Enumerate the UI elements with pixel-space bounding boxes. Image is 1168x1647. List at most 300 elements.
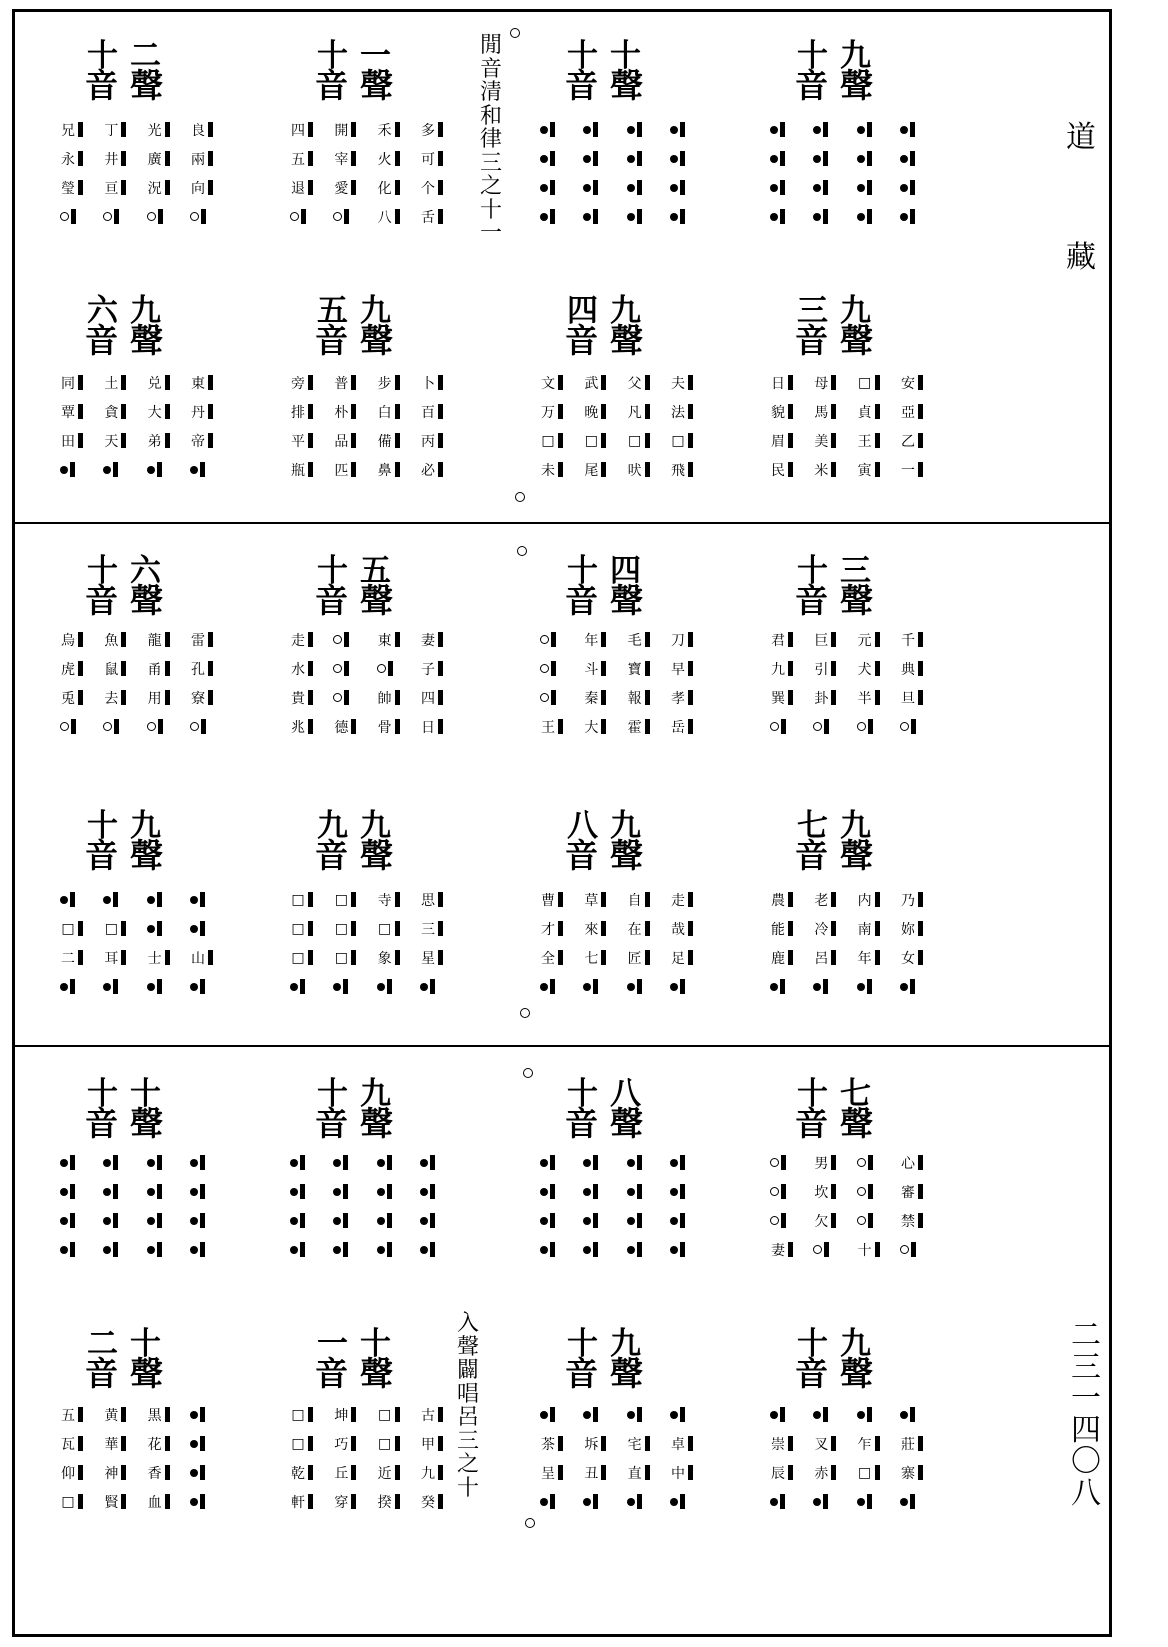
bar-mark bbox=[680, 1407, 685, 1422]
grid-cell bbox=[900, 151, 940, 166]
dot-mark bbox=[377, 1217, 385, 1225]
glyph: 賢 bbox=[104, 1494, 119, 1511]
bar-mark bbox=[430, 1242, 435, 1257]
glyph: 黄 bbox=[104, 1407, 119, 1424]
vertical-char: 入 bbox=[456, 1311, 479, 1336]
bar-mark bbox=[601, 1436, 606, 1451]
grid-cell bbox=[670, 979, 710, 994]
grid-cell bbox=[290, 178, 330, 198]
grid-cell bbox=[290, 1463, 330, 1483]
vertical-char: 闢 bbox=[456, 1358, 479, 1383]
glyph: 寶 bbox=[627, 661, 642, 678]
circle-marker bbox=[517, 546, 527, 556]
grid-cell bbox=[813, 1434, 853, 1454]
glyph: 妻 bbox=[771, 1242, 785, 1259]
bar-mark bbox=[165, 404, 170, 419]
glyph: 犬 bbox=[857, 661, 872, 678]
grid-cell bbox=[813, 1463, 853, 1483]
panel-heading-numeral: 十五 bbox=[317, 553, 403, 589]
bar-mark bbox=[680, 1213, 685, 1228]
bar-mark bbox=[200, 1465, 205, 1480]
grid-cell bbox=[540, 122, 580, 137]
bar-mark bbox=[121, 1465, 126, 1480]
bar-mark bbox=[680, 180, 685, 195]
glyph: 軒 bbox=[291, 1494, 305, 1511]
dot-mark bbox=[583, 126, 591, 134]
circle-marker bbox=[510, 28, 520, 38]
grid-cell bbox=[670, 688, 710, 708]
grid-cell bbox=[813, 402, 853, 422]
bar-mark bbox=[788, 375, 793, 390]
panel-grid bbox=[290, 368, 460, 484]
bar-mark bbox=[308, 1494, 313, 1509]
grid-cell bbox=[627, 979, 667, 994]
bar-mark bbox=[165, 1407, 170, 1422]
bar-mark bbox=[918, 950, 923, 965]
bar-mark bbox=[680, 1242, 685, 1257]
glyph: 毛 bbox=[627, 632, 642, 649]
glyph: 巨 bbox=[814, 632, 829, 649]
grid-cell bbox=[857, 402, 897, 422]
grid-cell bbox=[377, 948, 417, 968]
grid-cell bbox=[813, 630, 853, 650]
grid-cell bbox=[900, 460, 940, 480]
bar-mark bbox=[601, 375, 606, 390]
bar-mark bbox=[601, 950, 606, 965]
grid-row bbox=[770, 1429, 940, 1458]
dot-mark bbox=[583, 155, 591, 163]
grid-cell bbox=[377, 979, 417, 994]
glyph: □ bbox=[671, 432, 685, 449]
glyph: 步 bbox=[377, 375, 392, 392]
glyph: 愛 bbox=[334, 180, 349, 197]
panel-heading-label: 音聲 bbox=[85, 836, 175, 875]
glyph: 開 bbox=[334, 122, 349, 139]
bar-mark bbox=[113, 979, 118, 994]
grid-row bbox=[290, 1177, 460, 1206]
dot-mark bbox=[583, 1159, 591, 1167]
bar-mark bbox=[121, 180, 126, 195]
grid-row bbox=[540, 654, 710, 683]
glyph: 虎 bbox=[61, 661, 75, 678]
glyph: 亞 bbox=[900, 404, 915, 421]
glyph: 崇 bbox=[771, 1436, 785, 1453]
bar-mark bbox=[645, 433, 650, 448]
grid-cell bbox=[900, 1434, 940, 1454]
glyph: 多 bbox=[420, 122, 435, 139]
grid-cell bbox=[670, 919, 710, 939]
bar-mark bbox=[868, 1213, 873, 1228]
open-circle-mark bbox=[900, 722, 909, 731]
bar-mark bbox=[200, 921, 205, 936]
dot-mark bbox=[60, 896, 68, 904]
grid-cell bbox=[900, 948, 940, 968]
bar-mark bbox=[438, 1407, 443, 1422]
grid-cell bbox=[103, 1434, 143, 1454]
grid-cell bbox=[420, 919, 460, 939]
vertical-char: 三 bbox=[479, 150, 502, 176]
grid-cell bbox=[333, 892, 373, 908]
grid-cell bbox=[813, 688, 853, 708]
grid-cell bbox=[290, 1155, 330, 1170]
bar-mark bbox=[438, 209, 443, 224]
dot-mark bbox=[290, 1159, 298, 1167]
grid-row bbox=[540, 397, 710, 426]
panel-grid bbox=[60, 368, 230, 484]
grid-cell bbox=[900, 919, 940, 939]
grid-row bbox=[770, 1235, 940, 1264]
dot-mark bbox=[583, 1217, 591, 1225]
bar-mark bbox=[918, 433, 923, 448]
glyph: 雷 bbox=[190, 632, 205, 649]
glyph: 丹 bbox=[190, 404, 205, 421]
bar-mark bbox=[875, 632, 880, 647]
bar-mark bbox=[823, 979, 828, 994]
grid-cell bbox=[377, 373, 417, 393]
grid-row bbox=[540, 455, 710, 484]
grid-cell bbox=[333, 120, 373, 140]
grid-cell bbox=[540, 1242, 580, 1257]
glyph: 卦 bbox=[814, 690, 829, 707]
grid-cell bbox=[147, 1213, 187, 1228]
glyph: □ bbox=[628, 432, 642, 449]
bar-mark bbox=[308, 892, 313, 907]
grid-cell bbox=[290, 1242, 330, 1257]
glyph: 元 bbox=[857, 632, 872, 649]
grid-cell bbox=[190, 149, 230, 169]
grid-cell bbox=[290, 688, 330, 708]
bar-mark bbox=[558, 433, 563, 448]
bar-mark bbox=[438, 1494, 443, 1509]
glyph: 匠 bbox=[627, 950, 642, 967]
grid-cell bbox=[583, 373, 623, 393]
bar-mark bbox=[645, 719, 650, 734]
grid-cell bbox=[290, 431, 330, 451]
bar-mark bbox=[831, 1155, 836, 1170]
open-circle-mark bbox=[770, 1216, 779, 1225]
side-label-top-2: 藏 bbox=[1066, 240, 1096, 275]
bar-mark bbox=[780, 1494, 785, 1509]
grid-cell bbox=[540, 632, 580, 647]
panel-grid bbox=[290, 885, 460, 1001]
bar-mark bbox=[438, 433, 443, 448]
dot-mark bbox=[900, 184, 908, 192]
bar-mark bbox=[601, 921, 606, 936]
grid-cell bbox=[627, 209, 667, 224]
grid-cell bbox=[770, 460, 810, 480]
bar-mark bbox=[831, 404, 836, 419]
glyph: 舌 bbox=[420, 209, 435, 226]
bar-mark bbox=[351, 719, 356, 734]
grid-row bbox=[770, 914, 940, 943]
bar-mark bbox=[918, 1465, 923, 1480]
grid-cell bbox=[900, 180, 940, 195]
dot-mark bbox=[333, 1159, 341, 1167]
bar-mark bbox=[78, 151, 83, 166]
grid-cell bbox=[290, 209, 330, 224]
grid-cell bbox=[540, 1494, 580, 1509]
grid-cell bbox=[147, 178, 187, 198]
page-number-vertical bbox=[1068, 1320, 1104, 1509]
bar-mark bbox=[395, 1436, 400, 1451]
bar-mark bbox=[113, 1213, 118, 1228]
bar-mark bbox=[351, 375, 356, 390]
glyph: 旦 bbox=[900, 690, 915, 707]
bar-mark bbox=[645, 892, 650, 907]
grid-row bbox=[540, 426, 710, 455]
bar-mark bbox=[351, 1436, 356, 1451]
bar-mark bbox=[121, 690, 126, 705]
glyph: 孔 bbox=[190, 661, 205, 678]
dot-mark bbox=[670, 126, 678, 134]
grid-cell bbox=[333, 1242, 373, 1257]
grid-cell bbox=[627, 630, 667, 650]
glyph: 光 bbox=[147, 122, 162, 139]
bar-mark bbox=[601, 892, 606, 907]
open-circle-mark bbox=[103, 722, 112, 731]
grid-cell bbox=[770, 919, 810, 939]
bar-mark bbox=[637, 1213, 642, 1228]
bar-mark bbox=[78, 661, 83, 676]
grid-cell bbox=[770, 1434, 810, 1454]
open-circle-mark bbox=[103, 212, 112, 221]
glyph: 九 bbox=[771, 661, 785, 678]
vertical-char: 之 bbox=[479, 174, 502, 199]
dot-mark bbox=[147, 1217, 155, 1225]
glyph: □ bbox=[858, 1464, 872, 1481]
bar-mark bbox=[301, 209, 306, 224]
grid-cell bbox=[377, 1184, 417, 1199]
grid-cell bbox=[670, 460, 710, 480]
grid-cell bbox=[147, 149, 187, 169]
bar-mark bbox=[78, 1436, 83, 1451]
grid-cell bbox=[583, 1184, 623, 1199]
grid-cell bbox=[290, 402, 330, 422]
grid-cell bbox=[670, 433, 710, 449]
grid-cell bbox=[857, 919, 897, 939]
glyph: 斗 bbox=[584, 661, 599, 678]
grid-cell bbox=[583, 630, 623, 650]
panel-heading-numeral: 十九 bbox=[317, 1076, 403, 1112]
grid-row bbox=[60, 654, 230, 683]
dot-mark bbox=[190, 1159, 198, 1167]
grid-cell bbox=[813, 1494, 853, 1509]
bar-mark bbox=[438, 1465, 443, 1480]
circle-marker bbox=[523, 1068, 533, 1078]
grid-cell bbox=[420, 1184, 460, 1199]
grid-cell bbox=[60, 1213, 100, 1228]
grid-cell bbox=[103, 688, 143, 708]
open-circle-mark bbox=[190, 212, 199, 221]
dot-mark bbox=[540, 1498, 548, 1506]
grid-row bbox=[770, 202, 940, 231]
grid-cell bbox=[670, 1494, 710, 1509]
bar-mark bbox=[601, 1465, 606, 1480]
grid-cell bbox=[60, 921, 100, 937]
grid-cell bbox=[290, 892, 330, 908]
grid-cell bbox=[583, 402, 623, 422]
bar-mark bbox=[344, 661, 349, 676]
glyph: 君 bbox=[771, 632, 785, 649]
bar-mark bbox=[344, 632, 349, 647]
grid-cell bbox=[540, 209, 580, 224]
bar-mark bbox=[688, 1465, 693, 1480]
glyph: 巧 bbox=[334, 1436, 349, 1453]
dot-mark bbox=[583, 1498, 591, 1506]
grid-cell bbox=[540, 1213, 580, 1228]
grid-cell bbox=[190, 1465, 230, 1480]
dot-mark bbox=[60, 1188, 68, 1196]
bar-mark bbox=[395, 1465, 400, 1480]
grid-cell bbox=[290, 149, 330, 169]
glyph: 男 bbox=[814, 1155, 829, 1172]
dot-mark bbox=[190, 1469, 198, 1477]
glyph: 坎 bbox=[814, 1184, 829, 1201]
bar-mark bbox=[688, 433, 693, 448]
grid-row bbox=[60, 712, 230, 741]
open-circle-mark bbox=[290, 212, 299, 221]
glyph: 大 bbox=[147, 404, 162, 421]
glyph: 王 bbox=[857, 433, 872, 450]
bar-mark bbox=[387, 979, 392, 994]
grid-cell bbox=[770, 719, 810, 734]
grid-cell bbox=[377, 921, 417, 937]
grid-cell bbox=[627, 1463, 667, 1483]
panel-grid bbox=[540, 625, 710, 741]
bar-mark bbox=[200, 1184, 205, 1199]
glyph: 七 bbox=[584, 950, 599, 967]
grid-cell bbox=[190, 209, 230, 224]
bar-mark bbox=[200, 1494, 205, 1509]
grid-cell bbox=[627, 1213, 667, 1228]
grid-cell bbox=[670, 209, 710, 224]
grid-cell bbox=[583, 1213, 623, 1228]
bar-mark bbox=[601, 719, 606, 734]
grid-cell bbox=[670, 1242, 710, 1257]
grid-cell bbox=[813, 122, 853, 137]
glyph: 士 bbox=[147, 950, 162, 967]
dot-mark bbox=[813, 155, 821, 163]
bar-mark bbox=[867, 1494, 872, 1509]
bar-mark bbox=[645, 661, 650, 676]
bar-mark bbox=[831, 921, 836, 936]
bar-mark bbox=[78, 433, 83, 448]
glyph: 東 bbox=[377, 632, 392, 649]
glyph: 神 bbox=[104, 1465, 119, 1482]
bar-mark bbox=[78, 1465, 83, 1480]
grid-cell bbox=[290, 630, 330, 650]
grid-cell bbox=[190, 373, 230, 393]
glyph: 欠 bbox=[814, 1213, 829, 1230]
dot-mark bbox=[190, 983, 198, 991]
bar-mark bbox=[688, 462, 693, 477]
bar-mark bbox=[351, 433, 356, 448]
bar-mark bbox=[157, 921, 162, 936]
grid-row bbox=[540, 1487, 710, 1516]
panel-heading-label: 音聲 bbox=[795, 1104, 885, 1143]
dot-mark bbox=[627, 1246, 635, 1254]
bar-mark bbox=[438, 632, 443, 647]
grid-row bbox=[540, 144, 710, 173]
dot-mark bbox=[670, 184, 678, 192]
bar-mark bbox=[395, 375, 400, 390]
glyph: 半 bbox=[857, 690, 872, 707]
grid-cell bbox=[420, 431, 460, 451]
dot-mark bbox=[770, 184, 778, 192]
grid-row bbox=[60, 683, 230, 712]
grid-row bbox=[770, 368, 940, 397]
grid-cell bbox=[420, 717, 460, 737]
bar-mark bbox=[637, 180, 642, 195]
grid-cell bbox=[190, 892, 230, 907]
dot-mark bbox=[290, 1246, 298, 1254]
grid-row bbox=[770, 173, 940, 202]
grid-row bbox=[540, 943, 710, 972]
glyph: □ bbox=[378, 1406, 392, 1423]
grid-cell bbox=[670, 717, 710, 737]
grid-cell bbox=[583, 979, 623, 994]
dot-mark bbox=[147, 983, 155, 991]
bar-mark bbox=[558, 892, 563, 907]
glyph: 乾 bbox=[291, 1465, 305, 1482]
glyph: 龍 bbox=[147, 632, 162, 649]
grid-cell bbox=[583, 151, 623, 166]
grid-cell bbox=[857, 659, 897, 679]
bar-mark bbox=[780, 122, 785, 137]
grid-cell bbox=[770, 1213, 810, 1228]
grid-row bbox=[60, 1177, 230, 1206]
glyph: □ bbox=[291, 949, 305, 966]
bar-mark bbox=[308, 632, 313, 647]
panel-grid bbox=[290, 115, 460, 231]
bar-mark bbox=[165, 632, 170, 647]
grid-cell bbox=[333, 1155, 373, 1170]
grid-cell bbox=[290, 921, 330, 937]
dot-mark bbox=[190, 1188, 198, 1196]
grid-cell bbox=[857, 1155, 897, 1170]
bar-mark bbox=[344, 690, 349, 705]
grid-cell bbox=[190, 719, 230, 734]
bar-mark bbox=[781, 719, 786, 734]
grid-cell bbox=[333, 1213, 373, 1228]
bar-mark bbox=[165, 1465, 170, 1480]
grid-cell bbox=[190, 178, 230, 198]
glyph: 莊 bbox=[900, 1436, 915, 1453]
grid-cell bbox=[190, 1184, 230, 1199]
dot-mark bbox=[770, 126, 778, 134]
bar-mark bbox=[911, 1242, 916, 1257]
grid-cell bbox=[103, 892, 143, 907]
grid-cell bbox=[583, 1242, 623, 1257]
grid-cell bbox=[420, 402, 460, 422]
grid-cell bbox=[900, 979, 940, 994]
dot-mark bbox=[540, 1188, 548, 1196]
grid-cell bbox=[627, 1494, 667, 1509]
grid-row bbox=[540, 625, 710, 654]
grid-cell bbox=[857, 375, 897, 391]
grid-cell bbox=[813, 890, 853, 910]
bar-mark bbox=[593, 1407, 598, 1422]
glyph: 貴 bbox=[291, 690, 305, 707]
bar-mark bbox=[550, 1213, 555, 1228]
grid-cell bbox=[377, 688, 417, 708]
glyph: 五 bbox=[61, 1407, 75, 1424]
bar-mark bbox=[113, 1242, 118, 1257]
grid-cell bbox=[813, 1407, 853, 1422]
open-circle-mark bbox=[540, 693, 549, 702]
glyph: 鼻 bbox=[377, 462, 392, 479]
glyph: □ bbox=[291, 1406, 305, 1423]
